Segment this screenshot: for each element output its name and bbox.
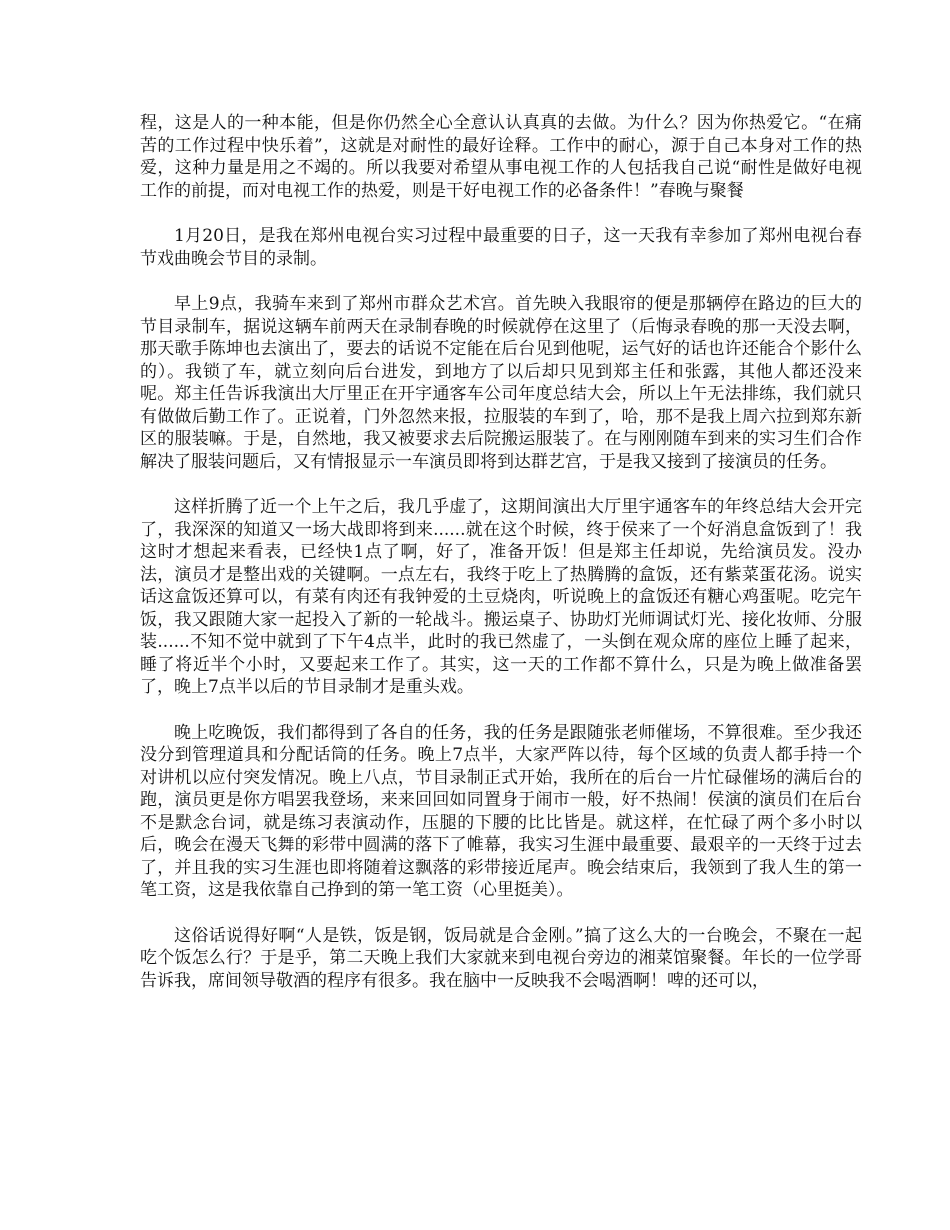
paragraph-4: 这样折腾了近一个上午之后，我几乎虚了，这期间演出大厅里宇通客车的年终总结大会开完了，我深深的知道又一场大战即将到来......就在这个时候，终于侯来了一个好消息盒饭到了！我这时才想起来看表，已经快1点了啊，好了，准备开饭！但是郑主任却说，先给演员发。没办法，演员才是整出戏的关键啊。一点左右，我终于吃上了热腾腾的盒饭，还有紫菜蛋花汤。说实话这盒饭还算可以，有菜有肉还有我钟爱的土豆烧肉，听说晚上的盒饭还有糖心鸡蛋呢。吃完午饭，我又跟随大家一起投入了新的一轮战斗。搬运桌子、协助灯光师调试灯光、接化妆师、分服装......不知不觉中就到了下午4点半，此时的我已然虚了，一头倒在观众席的座位上睡了起来，睡了将近半个小时，又要起来工作了。其实，这一天的工作都不算什么，只是为晚上做准备罢了，晚上7点半以后的节目录制才是重头戏。 (140, 497, 862, 697)
paragraph-6: 这俗话说得好啊“人是铁，饭是钢，饭局就是合金刚。”搞了这么大的一台晚会，不聚在一起吃个饭怎么行？于是乎，第二天晚上我们大家就来到电视台旁边的湘菜馆聚餐。年长的一位学哥告诉我，席间领导敬酒的程序有很多。我在脑中一反映我不会喝酒啊！啤的还可以， (140, 925, 862, 991)
document-page (140, 112, 862, 1015)
paragraph-2: 1月20日，是我在郑州电视台实习过程中最重要的日子，这一天我有幸参加了郑州电视台春节戏曲晚会节目的录制。 (140, 226, 862, 269)
paragraph-3: 早上9点，我骑车来到了郑州市群众艺术宫。首先映入我眼帘的便是那辆停在路边的巨大的节目录制车，据说这辆车前两天在录制春晚的时候就停在这里了（后悔录春晚的那一天没去啊，那天歌手陈坤也去演出了，要去的话说不定能在后台见到他呢，运气好的话也许还能合个影什么的）。我锁了车，就立刻向后台进发，到地方了以后却只见到郑主任和张露，其他人都还没来呢。郑主任告诉我演出大厅里正在开宇通客车公司年度总结大会，所以上午无法排练，我们就只有做做后勤工作了。正说着，门外忽然来报，拉服装的车到了，哈，那不是我上周六拉到郑东新区的服装嘛。于是，自然地，我又被要求去后院搬运服装了。在与刚刚随车到来的实习生们合作解决了服装问题后，又有情报显示一车演员即将到达群艺宫，于是我又接到了接演员的任务。 (140, 294, 862, 472)
paragraph-1: 程，这是人的一种本能，但是你仍然全心全意认认真真的去做。为什么？因为你热爱它。“在痛苦的工作过程中快乐着”，这就是对耐性的最好诠释。工作中的耐心，源于自己本身对工作的热爱，这种力量是用之不竭的。所以我要对希望从事电视工作的人包括我自己说“耐性是做好电视工作的前提，而对电视工作的热爱，则是干好电视工作的必备条件！”春晚与聚餐 (140, 113, 862, 201)
paragraph-5: 晚上吃晚饭，我们都得到了各自的任务，我的任务是跟随张老师催场，不算很难。至少我还没分到管理道具和分配话筒的任务。晚上7点半，大家严阵以待，每个区域的负责人都手持一个对讲机以应付突发情况。晚上八点，节目录制正式开始，我所在的后台一片忙碌催场的满后台的跑，演员更是你方唱罢我登场，来来回回如同置身于闹市一般，好不热闹！侯演的演员们在后台不是默念台词，就是练习表演动作，压腿的下腰的比比皆是。就这样，在忙碌了两个多小时以后，晚会在漫天飞舞的彩带中圆满的落下了帷幕，我实习生涯中最重要、最艰辛的一天终于过去了，并且我的实习生涯也即将随着这飘落的彩带接近尾声。晚会结束后，我领到了我人生的第一笔工资，这是我依靠自己挣到的第一笔工资（心里挺美）。 (140, 722, 862, 900)
